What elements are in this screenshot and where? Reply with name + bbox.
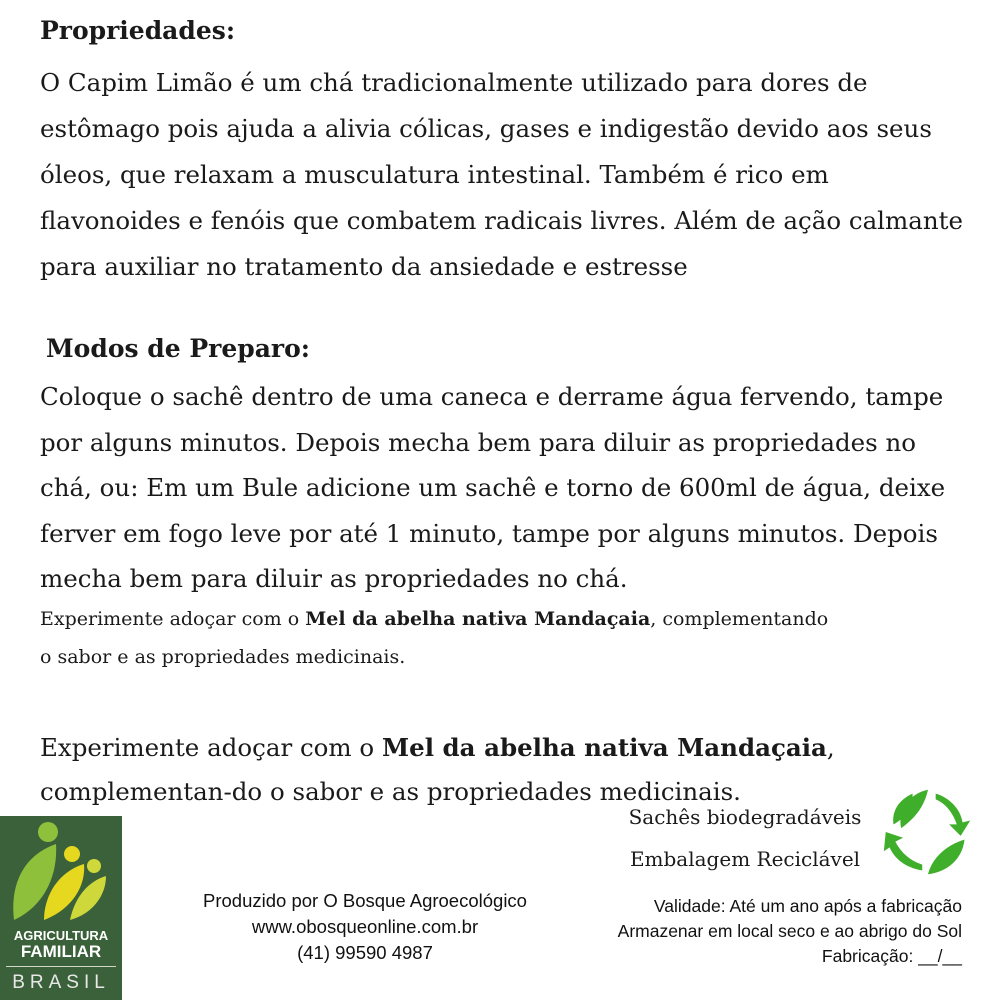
producer-phone: (41) 99590 4987 <box>297 942 433 963</box>
agricultura-familiar-logo <box>0 816 122 1000</box>
producer-name: Produzido por O Bosque Agroecológico <box>203 890 527 911</box>
preparation-heading: Modos de Preparo: <box>46 334 311 363</box>
properties-heading: Propriedades: <box>40 16 236 45</box>
honey-tip-small-suffix: , complementando o sabor e as propriedades medicinais. <box>40 608 829 668</box>
logo-text-brasil: BRASIL <box>12 972 110 993</box>
honey-tip-large-prefix: Experimente adoçar com o <box>40 733 382 762</box>
storage-text: Armazenar em local seco e ao abrigo do Sol <box>617 921 962 941</box>
logo-text-familiar: FAMILIAR <box>20 942 102 961</box>
logo-leaves-icon <box>0 816 122 926</box>
properties-text: O Capim Limão é um chá tradicionalmente utilizado para dores de estômago pois ajuda a alivia cólicas, gases e indigestão devido aos seus óleos, que relaxam a musculatura intestinal. Também é rico em flavonoides e fenóis que combatem radicais livres. Além de ação calmante para auxiliar no tratamento da ansiedade e estresse <box>40 68 963 281</box>
honey-tip-small-highlight: Mel da abelha nativa Mandaçaia <box>305 608 651 630</box>
eco-info <box>610 796 880 880</box>
validity-info <box>540 894 962 969</box>
recycle-leaves-icon <box>880 784 976 880</box>
validity-text: Validade: Até um ano após a fabricação <box>653 896 962 916</box>
logo-text-agricultura: AGRICULTURA <box>13 928 109 943</box>
producer-info <box>160 888 570 966</box>
eco-packaging-text: Embalagem Reciclável <box>629 847 861 871</box>
eco-sachets-text: Sachês biodegradáveis <box>628 805 862 829</box>
logo-divider <box>6 966 116 967</box>
honey-tip-large-suffix: , complementan-do o sabor e as propriedades medicinais. <box>40 733 835 806</box>
manufacture-date: Fabricação: __/__ <box>821 946 962 966</box>
honey-tip-large-highlight: Mel da abelha nativa Mandaçaia <box>381 733 827 762</box>
honey-tip-small <box>40 600 840 676</box>
producer-website: www.obosqueonline.com.br <box>251 916 479 937</box>
honey-tip-small-prefix: Experimente adoçar com o <box>40 608 306 630</box>
preparation-text: Coloque o sachê dentro de uma caneca e derrame água fervendo, tampe por alguns minutos. Depois mecha bem para diluir as propriedades no chá, ou: Em um Bule adicione um sachê e torno de 600ml de água, deixe ferver em fogo leve por até 1 minuto, tampe por alguns minutos. Depois mecha bem para diluir as propriedades no chá. <box>40 382 946 593</box>
